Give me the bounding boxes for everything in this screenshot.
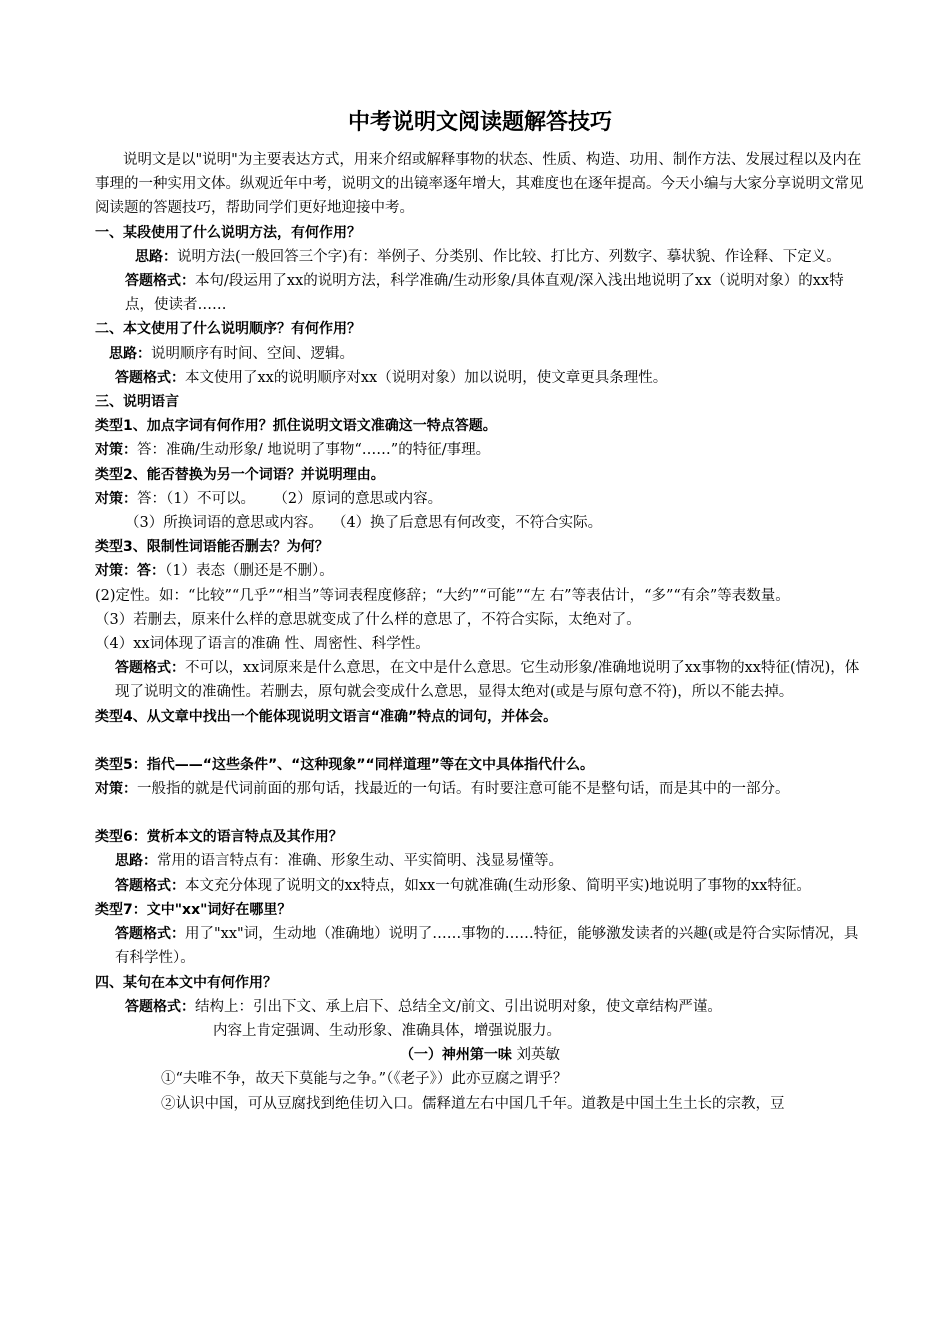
type-5-heading: 类型5：指代——“这些条件”、“这种现象”“同样道理”等在文中具体指代什么。 bbox=[95, 756, 594, 773]
thought-text: 说明方法(一般回答三个字)有：举例子、分类别、作比较、打比方、列数字、摹状貌、作诠释、下定义。 bbox=[177, 248, 841, 265]
type-3-answer bbox=[95, 656, 865, 704]
answer-label: 答题格式： bbox=[125, 273, 195, 290]
section-4-heading: 四、某句在本文中有何作用？ bbox=[95, 974, 277, 991]
strategy-text: （1）表态（删还是不删）。 bbox=[165, 563, 334, 580]
section-2-heading: 二、本文使用了什么说明顺序？有何作用？ bbox=[95, 321, 361, 338]
section-2-thought bbox=[95, 342, 865, 366]
strategy-text: 一般指的就是代词前面的那句话，找最近的一句话。有时要注意可能不是整句话，而是其中的一部分。 bbox=[137, 781, 790, 798]
answer-text: 用了"xx"词，生动地（准确地）说明了……事物的……特征，能够激发读者的兴趣(或是符合实际情况，具有科学性）。 bbox=[115, 926, 859, 967]
type-3-point-4: （4）xx词体现了语言的准确 性、周密性、科学性。 bbox=[95, 636, 430, 653]
reading-author: 刘英敏 bbox=[516, 1047, 561, 1064]
type-7-answer bbox=[95, 922, 865, 970]
strategy-label: 对策：答： bbox=[95, 563, 165, 580]
section-1-thought bbox=[95, 245, 865, 269]
reading-title bbox=[95, 1043, 865, 1067]
thought-label: 思路： bbox=[115, 853, 157, 870]
intro-paragraph: 说明文是以"说明"为主要表达方式，用来介绍或解释事物的状态、性质、构造、功用、制作方法、发展过程以及内在事理的一种实用文体。纵观近年中考，说明文的出镜率逐年增大，其难度也在逐年提高。今天小编与大家分享说明文常见阅读题的答题技巧，帮助同学们更好地迎接中考。 bbox=[95, 152, 864, 217]
type-3-point-2: (2)定性。如：“比较”“几乎”“相当”等词表程度修辞；“大约”“可能”“左 右”等表估计，“多”“有余”等表数量。 bbox=[95, 587, 790, 604]
strategy-label: 对策： bbox=[95, 490, 137, 507]
type-3-point-3: （3）若删去，原来什么样的意思就变成了什么样的意思了，不符合实际，太绝对了。 bbox=[95, 611, 641, 628]
type-2-strategy bbox=[95, 487, 865, 511]
type-7-heading: 类型7：文中"xx"词好在哪里？ bbox=[95, 901, 292, 918]
answer-label: 答题格式： bbox=[125, 998, 195, 1015]
type-3-heading: 类型3、限制性词语能否删去？为何？ bbox=[95, 539, 329, 556]
reading-paragraph-2: ②认识中国，可从豆腐找到绝佳切入口。儒释道左右中国几千年。道教是中国土生土长的宗教，豆 bbox=[161, 1095, 785, 1112]
section-4-answer-cont: 内容上肯定强调、生动形象、准确具体，增强说服力。 bbox=[213, 1022, 561, 1039]
answer-text: 本文充分体现了说明文的xx特点，如xx一句就准确(生动形象、简明平实)地说明了事物的xx特征。 bbox=[185, 877, 811, 894]
section-4-answer bbox=[95, 995, 865, 1019]
section-1-heading: 一、某段使用了什么说明方法，有何作用？ bbox=[95, 224, 361, 241]
answer-label: 答题格式： bbox=[115, 369, 185, 386]
blank-line bbox=[95, 801, 865, 825]
thought-text: 说明顺序有时间、空间、逻辑。 bbox=[151, 345, 354, 362]
answer-label: 答题格式： bbox=[115, 926, 185, 943]
reading-paragraph-1: ①“夫唯不争，故天下莫能与之争。”（《老子》）此亦豆腐之谓乎？ bbox=[161, 1071, 568, 1088]
type-3-strategy bbox=[95, 559, 865, 583]
document-page bbox=[95, 108, 865, 1116]
type-2-strategy-cont: （3）所换词语的意思或内容。 （4）换了后意思有何改变，不符合实际。 bbox=[125, 515, 603, 532]
type-6-thought bbox=[95, 849, 865, 873]
strategy-label: 对策： bbox=[95, 442, 137, 459]
thought-label: 思路： bbox=[109, 345, 151, 362]
document-title: 中考说明文阅读题解答技巧 bbox=[347, 110, 612, 135]
type-2-heading: 类型2、能否替换为另一个词语？并说明理由。 bbox=[95, 466, 385, 483]
type-5-strategy bbox=[95, 777, 865, 801]
strategy-text: 答：准确/生动形象/ 地说明了事物“……”的特征/事理。 bbox=[137, 442, 491, 459]
answer-text: 本句/段运用了xx的说明方法，科学准确/生动形象/具体直观/深入浅出地说明了xx（说明对象）的xx特点，使读者…… bbox=[125, 273, 844, 314]
answer-text: 不可以，xx词原来是什么意思，在文中是什么意思。它生动形象/准确地说明了xx事物的xx特征(情况)，体现了说明文的准确性。若删去，原句就会变成什么意思，显得太绝对(或是与原句意不符)，所以不能去掉。 bbox=[115, 660, 860, 701]
answer-text: 本文使用了xx的说明顺序对xx（说明对象）加以说明，使文章更具条理性。 bbox=[185, 369, 668, 386]
strategy-label: 对策： bbox=[95, 781, 137, 798]
section-2-answer bbox=[95, 366, 865, 390]
thought-text: 常用的语言特点有：准确、形象生动、平实简明、浅显易懂等。 bbox=[157, 853, 563, 870]
answer-label: 答题格式： bbox=[115, 660, 185, 677]
blank-line bbox=[95, 729, 865, 753]
type-6-answer bbox=[95, 874, 865, 898]
type-1-heading: 类型1、加点字词有何作用？抓住说明文语文准确这一特点答题。 bbox=[95, 418, 497, 435]
section-1-answer bbox=[95, 269, 865, 317]
answer-text: 结构上：引出下文、承上启下、总结全文/前文、引出说明对象，使文章结构严谨。 bbox=[195, 998, 722, 1015]
type-6-heading: 类型6：赏析本文的语言特点及其作用？ bbox=[95, 829, 343, 846]
reading-title-text: （一）神州第一味 bbox=[399, 1047, 512, 1064]
section-3-heading: 三、说明语言 bbox=[95, 394, 179, 411]
type-4-heading: 类型4、从文章中找出一个能体现说明文语言“准确”特点的词句，并体会。 bbox=[95, 708, 558, 725]
thought-label: 思路： bbox=[135, 248, 177, 265]
type-1-strategy bbox=[95, 438, 865, 462]
strategy-text: 答：（1）不可以。 （2）原词的意思或内容。 bbox=[137, 490, 443, 507]
answer-label: 答题格式： bbox=[115, 877, 185, 894]
